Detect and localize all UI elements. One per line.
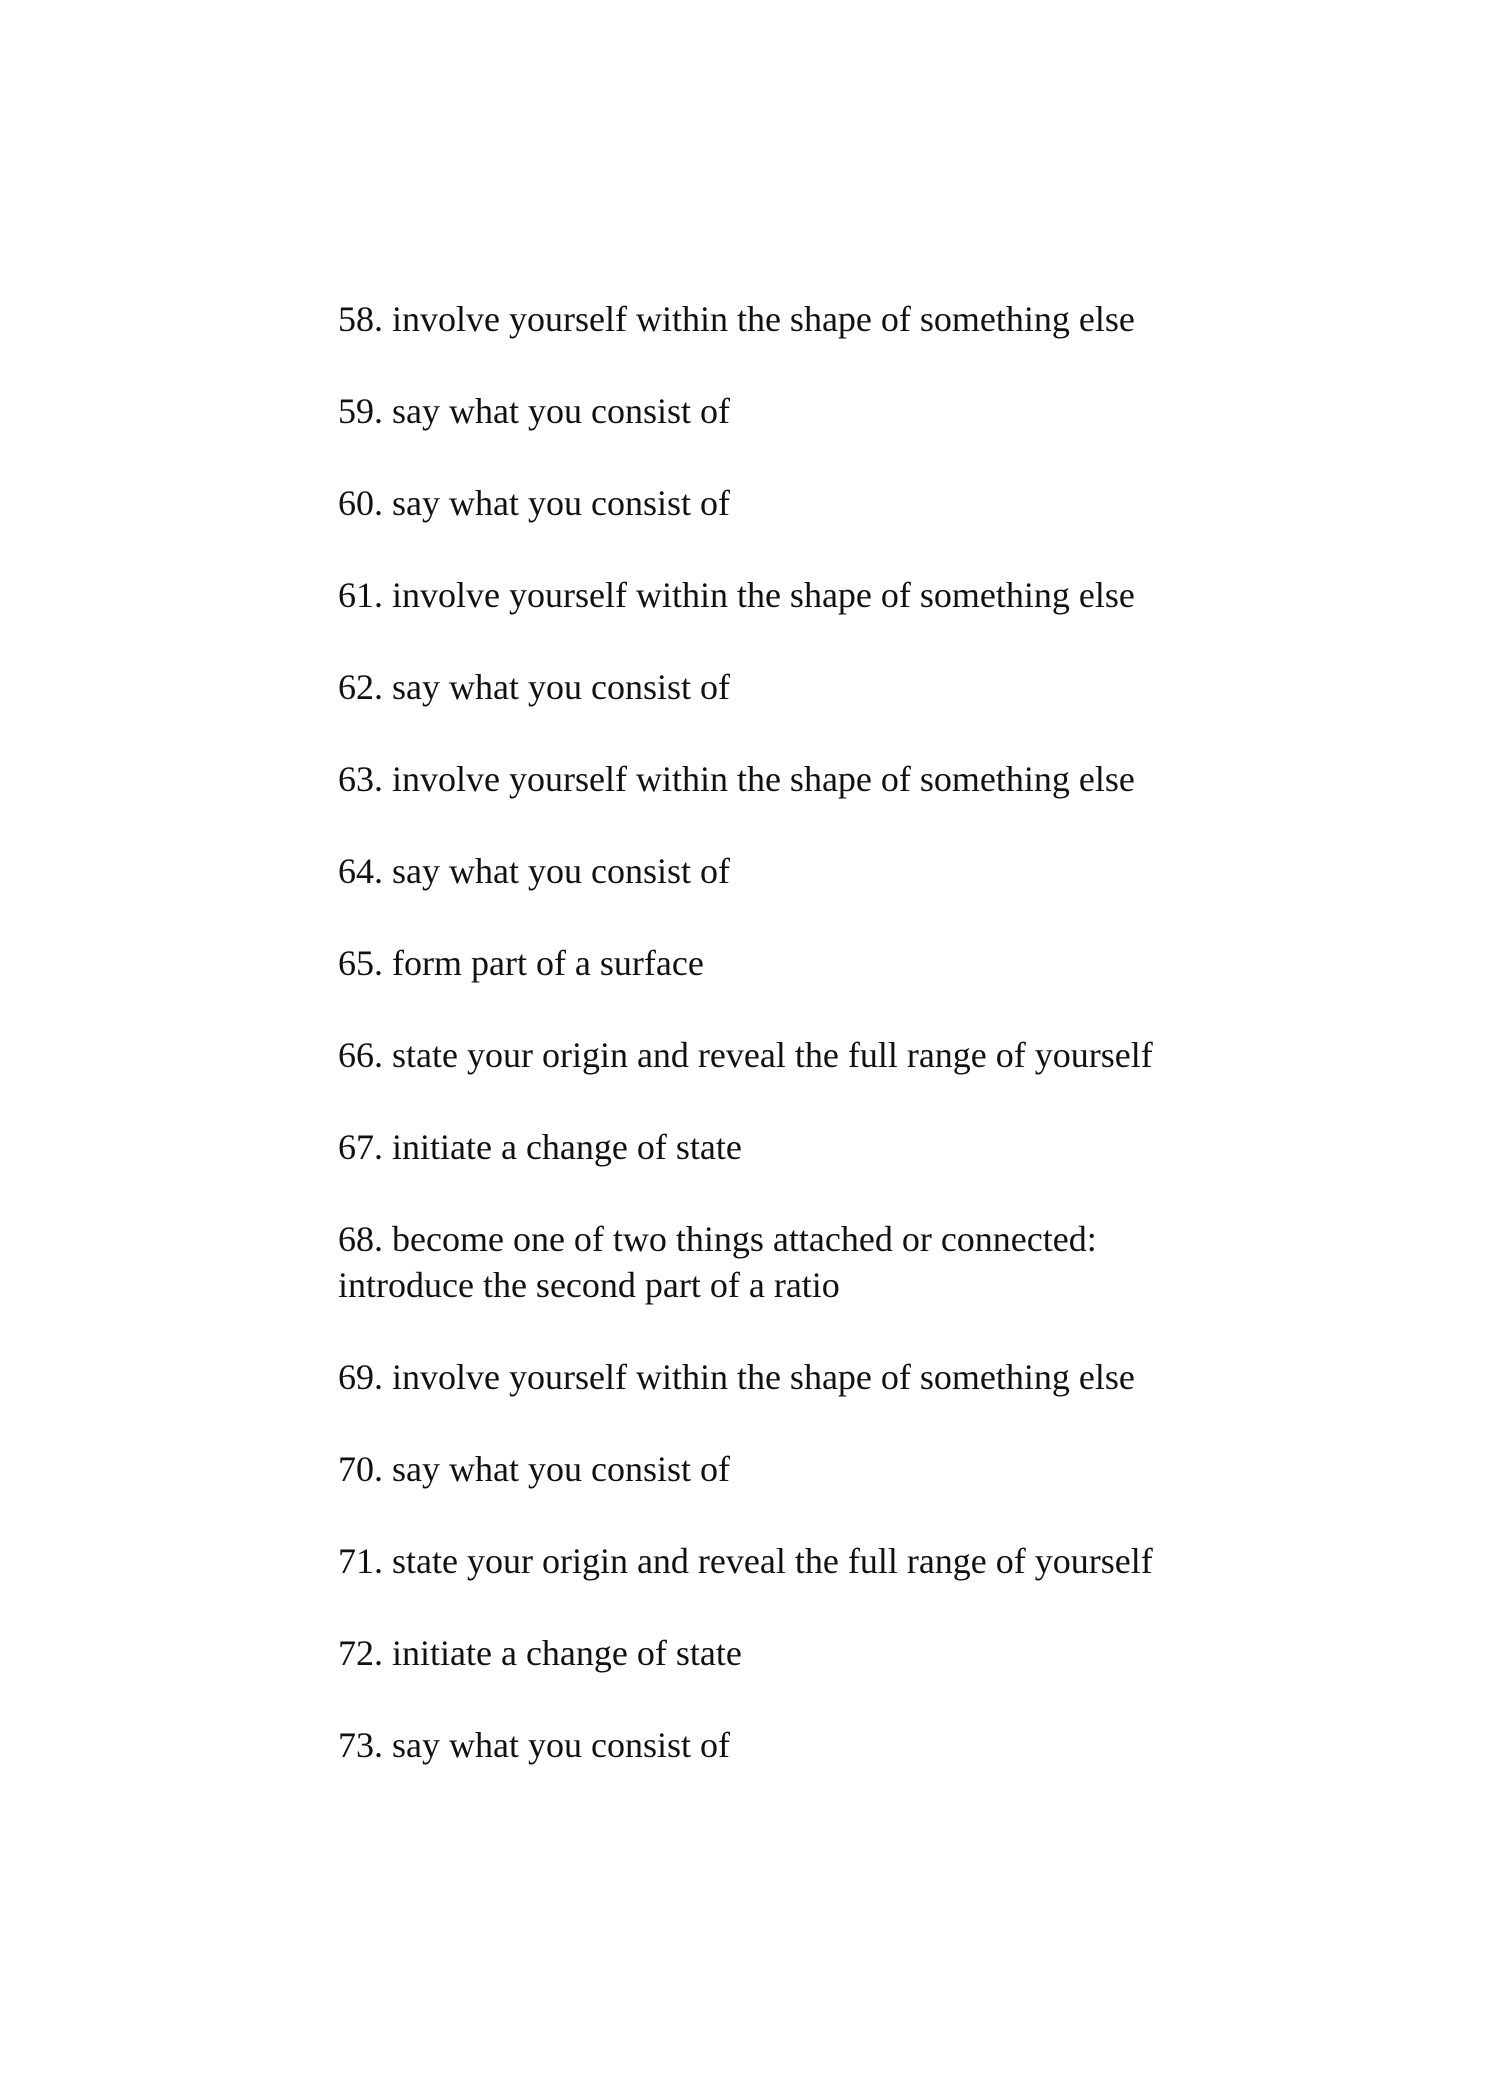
list-item [338, 1538, 1338, 1584]
list-item [338, 296, 1338, 342]
list-item-text: 71. state your origin and reveal the full range of yourself [338, 1541, 1153, 1581]
list-item-text: 70. say what you consist of [338, 1449, 730, 1489]
list-item-text-continuation: introduce the second part of a ratio [338, 1265, 840, 1305]
list-item [338, 1722, 1338, 1768]
list-item [338, 664, 1338, 710]
list-item-text: 62. say what you consist of [338, 667, 730, 707]
list-item [338, 848, 1338, 894]
list-item-text: 69. involve yourself within the shape of something else [338, 1357, 1135, 1397]
list-item-text: 63. involve yourself within the shape of something else [338, 759, 1135, 799]
list-item [338, 1124, 1338, 1170]
list-item-text: 68. become one of two things attached or connected: [338, 1219, 1097, 1259]
list-item [338, 1032, 1338, 1078]
list-item [338, 1630, 1338, 1676]
list-item [338, 1216, 1338, 1308]
list-item [338, 388, 1338, 434]
list-item-text: 59. say what you consist of [338, 391, 730, 431]
list-item [338, 480, 1338, 526]
list-item-text: 61. involve yourself within the shape of something else [338, 575, 1135, 615]
list-item-text: 60. say what you consist of [338, 483, 730, 523]
list-item-text: 67. initiate a change of state [338, 1127, 742, 1167]
list-item-text: 65. form part of a surface [338, 943, 704, 983]
list-item-text: 66. state your origin and reveal the full range of yourself [338, 1035, 1153, 1075]
list-item [338, 756, 1338, 802]
instruction-list [338, 296, 1338, 1814]
list-item-text: 72. initiate a change of state [338, 1633, 742, 1673]
list-item [338, 1446, 1338, 1492]
list-item-text: 64. say what you consist of [338, 851, 730, 891]
list-item-text: 58. involve yourself within the shape of something else [338, 299, 1135, 339]
list-item [338, 940, 1338, 986]
list-item-text: 73. say what you consist of [338, 1725, 730, 1765]
list-item [338, 572, 1338, 618]
list-item [338, 1354, 1338, 1400]
